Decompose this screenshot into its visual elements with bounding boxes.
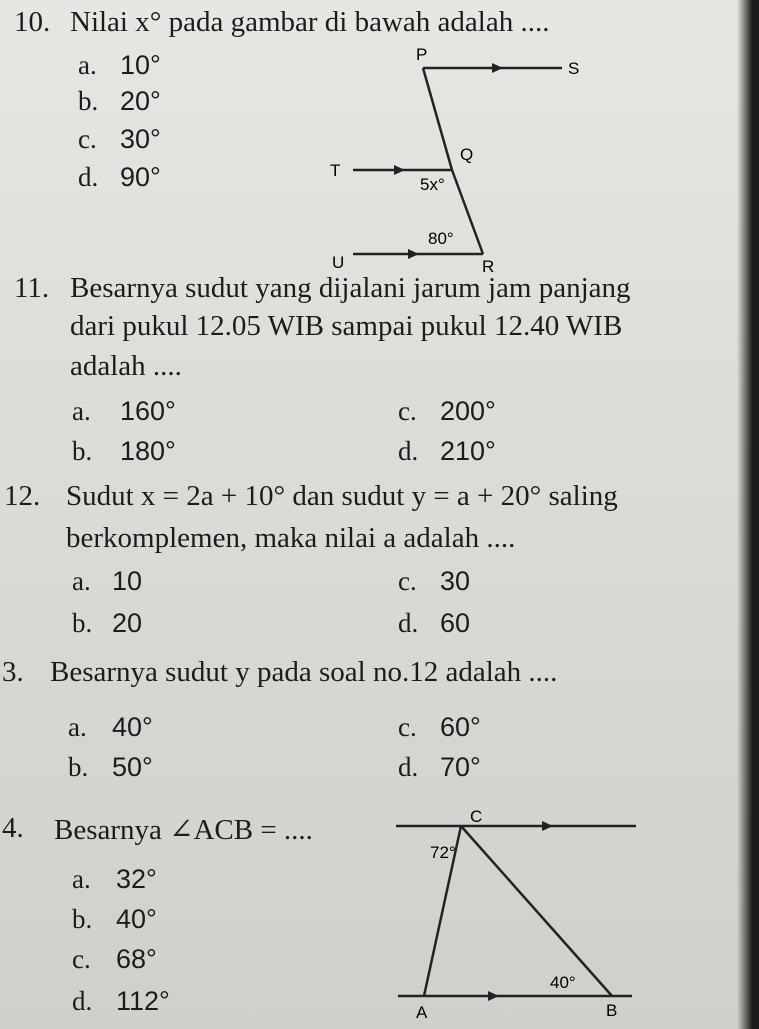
arrow-icon (488, 991, 499, 1001)
label-a: A (416, 1003, 428, 1022)
option-value: 112° (116, 986, 170, 1016)
option-letter: a. (78, 50, 97, 80)
angle-label-5x: 5x° (420, 175, 445, 194)
option-letter: c. (398, 396, 417, 426)
option-value: 20 (112, 608, 143, 638)
question-text: Nilai x° pada gambar di bawah adalah .... (70, 6, 550, 38)
segment-cb (461, 826, 612, 996)
question-text-line-2: berkomplemen, maka nilai a adalah .... (66, 522, 516, 554)
label-c: C (470, 807, 483, 826)
label-t: T (330, 161, 341, 180)
label-q: Q (460, 145, 474, 164)
option-letter: d. (398, 436, 419, 466)
label-b: B (606, 1001, 618, 1020)
option-value: 40° (116, 904, 157, 934)
question-text-line-2: dari pukul 12.05 WIB sampai pukul 12.40 WIB (70, 310, 623, 342)
option-letter: d. (398, 608, 419, 638)
option-letter: d. (72, 986, 93, 1016)
option-letter: a. (72, 396, 91, 426)
option-letter: c. (72, 944, 91, 974)
option-value: 40° (112, 712, 153, 742)
option-letter: d. (78, 162, 99, 192)
option-letter: b. (72, 436, 93, 466)
option-value: 60° (440, 712, 481, 742)
question-number: 4. (2, 812, 24, 844)
question-text-line-1: Sudut x = 2a + 10° dan sudut y = a + 20° saling (66, 480, 618, 512)
option-letter: b. (72, 904, 93, 934)
option-letter: b. (68, 752, 89, 782)
option-letter: c. (398, 566, 417, 596)
angle-label-72: 72° (430, 843, 456, 862)
question-text-line-3: adalah .... (70, 350, 182, 382)
option-value: 70° (440, 752, 481, 782)
option-letter: a. (72, 566, 91, 596)
option-letter: c. (398, 712, 417, 742)
angle-label-80: 80° (428, 229, 454, 248)
label-p: P (416, 45, 428, 64)
option-value: 60 (440, 608, 471, 638)
option-value: 20° (120, 86, 161, 116)
option-letter: c. (78, 124, 97, 154)
option-value: 210° (440, 436, 496, 466)
label-u: U (332, 253, 345, 272)
option-value: 68° (116, 944, 157, 974)
label-s: S (568, 59, 580, 78)
question-text: Besarnya sudut y pada soal no.12 adalah .... (50, 656, 558, 688)
label-r: R (482, 257, 495, 276)
question-number: 12. (4, 480, 41, 512)
option-value: 32° (116, 864, 157, 894)
option-value: 160° (120, 396, 176, 426)
option-value: 90° (120, 162, 161, 192)
option-value: 30° (120, 124, 161, 154)
question-number: 11. (14, 272, 50, 304)
option-value: 10 (112, 566, 143, 596)
option-value: 10° (120, 50, 161, 80)
option-value: 50° (112, 752, 153, 782)
option-letter: a. (72, 864, 91, 894)
page-edge-shadow (737, 0, 759, 1029)
option-letter: d. (398, 752, 419, 782)
question-number: 3. (2, 656, 24, 688)
angle-label-40: 40° (550, 973, 576, 992)
question-text: Besarnya ∠ACB = .... (54, 814, 313, 846)
question-number: 10. (14, 6, 51, 38)
option-letter: b. (72, 608, 93, 638)
arrow-icon (542, 821, 553, 831)
option-value: 30 (440, 566, 471, 596)
question-text-line-1: Besarnya sudut yang dijalani jarum jam panjang (70, 272, 631, 304)
option-letter: b. (78, 86, 99, 116)
option-letter: a. (68, 712, 87, 742)
option-value: 180° (120, 436, 176, 466)
option-value: 200° (440, 396, 496, 426)
